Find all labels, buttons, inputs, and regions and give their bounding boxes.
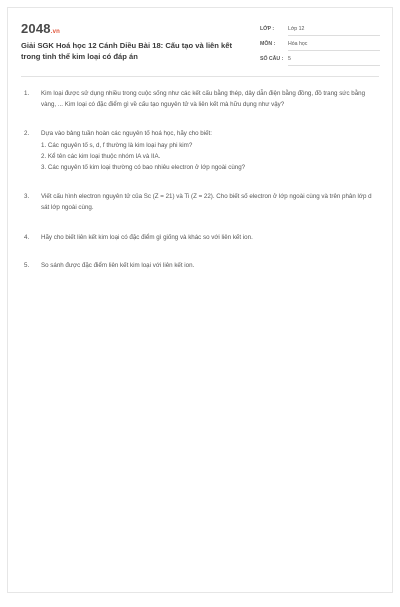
meta-info: [260, 24, 380, 69]
question-item: [24, 191, 376, 213]
question-text: Viết cấu hình electron nguyên tử của Sc (Z = 21) và Ti (Z = 22). Cho biết số electron ở lớp ngoài cùng và trên phân lớp d sát lớp ngoài cùng.: [41, 193, 372, 212]
question-item: [24, 260, 376, 271]
meta-value-socau: 5: [288, 56, 380, 66]
question-number: 2.: [24, 130, 30, 138]
meta-label-socau: SỐ CÂU :: [260, 56, 284, 62]
meta-label-lop: LỚP :: [260, 26, 275, 32]
logo-main-text: 2048: [21, 21, 51, 36]
meta-label-mon: MÔN :: [260, 41, 276, 47]
question-number: 5.: [24, 261, 30, 269]
question-sub-item: 3. Các nguyên tố kim loại thường có bao nhiêu electron ở lớp ngoài cùng?: [41, 164, 246, 172]
document-header: [8, 8, 392, 76]
question-list: [24, 88, 376, 271]
logo-domain-text: .vn: [50, 29, 61, 35]
question-number: 4.: [24, 233, 30, 241]
meta-value-mon: Hóa học: [288, 41, 380, 51]
question-number: 1.: [24, 90, 30, 97]
question-item: [24, 232, 376, 243]
question-text: Dựa vào bảng tuần hoàn các nguyên tố hoá học, hãy cho biết:: [41, 130, 212, 138]
question-item: [24, 88, 376, 110]
question-text: So sánh được đặc điểm liên kết kim loại với liên kết ion.: [41, 261, 195, 269]
meta-row-mon: [260, 39, 380, 54]
question-text: Kim loại được sử dụng nhiều trong cuộc sống như các kết cấu bằng thép, dây dẫn điện bằng đồng, đồ trang sức bằng vàng, ... Kim loại có đặc điểm gì về cấu tạo nguyên tử và liên kết mà hữu dụng như vậy?: [41, 90, 366, 109]
meta-row-socau: [260, 54, 380, 69]
question-sub-item: 2. Kể tên các kim loại thuộc nhóm IA và IIA.: [41, 152, 161, 160]
question-text: Hãy cho biết liên kết kim loại có đặc điểm gì giống và khác so với liên kết ion.: [41, 233, 253, 241]
document-page: [7, 7, 393, 593]
meta-row-lop: [260, 24, 380, 39]
meta-value-lop: Lớp 12: [288, 26, 380, 36]
question-number: 3.: [24, 193, 30, 201]
document-title: Giải SGK Hoá học 12 Cánh Diều Bài 18: Cấu tạo và liên kết trong tinh thể kim loại có đáp án: [21, 41, 232, 61]
question-item: [24, 128, 376, 173]
question-sub-item: 1. Các nguyên tố s, d, f thường là kim loại hay phi kim?: [41, 141, 193, 149]
header-divider: [21, 76, 379, 77]
site-logo[interactable]: [21, 21, 60, 36]
